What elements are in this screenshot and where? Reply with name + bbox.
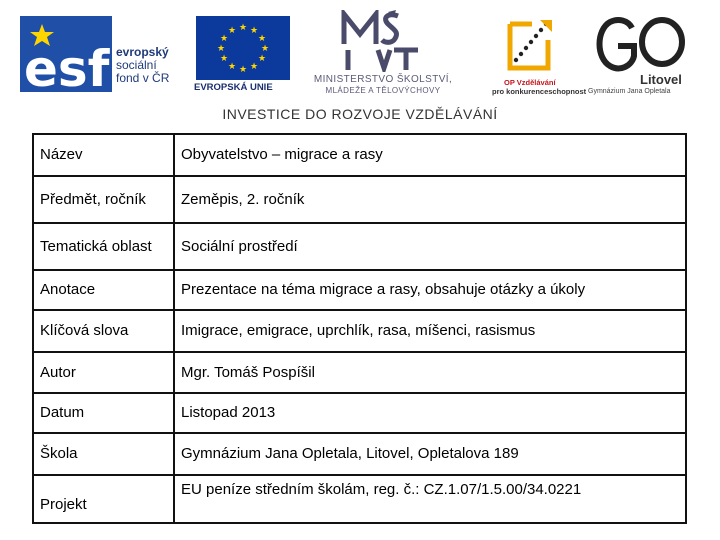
esf-mark-icon (20, 16, 112, 92)
msmt-caption (298, 74, 468, 96)
eu-flag-icon (196, 16, 290, 80)
row-value: Obyvatelstvo – migrace a rasy (174, 134, 686, 176)
svg-text:esf: esf (24, 40, 110, 92)
row-value: Listopad 2013 (174, 393, 686, 433)
eu-caption: EVROPSKÁ UNIE (194, 82, 273, 93)
row-label: Datum (33, 393, 174, 433)
table-row (33, 475, 686, 523)
go-mark-icon (588, 16, 688, 76)
svg-text:★: ★ (227, 26, 237, 36)
gymnasium-logo (588, 16, 700, 102)
table-row (33, 270, 686, 310)
table-row (33, 176, 686, 223)
table-row (33, 223, 686, 270)
svg-text:★: ★ (257, 54, 267, 64)
esf-line2: sociální (116, 58, 157, 72)
table-row (33, 352, 686, 393)
row-value: Mgr. Tomáš Pospíšil (174, 352, 686, 393)
row-label: Klíčová slova (33, 310, 174, 352)
investment-banner: INVESTICE DO ROZVOJE VZDĚLÁVÁNÍ (222, 106, 498, 122)
row-label: Projekt (33, 475, 174, 523)
svg-text:★: ★ (227, 62, 237, 72)
svg-text:★: ★ (260, 44, 270, 54)
row-label: Tematická oblast (33, 223, 174, 270)
table-row (33, 433, 686, 475)
esf-logo (20, 16, 195, 96)
table-row (33, 310, 686, 352)
op-line1: OP Vzdělávání (504, 78, 556, 87)
row-label: Anotace (33, 270, 174, 310)
table-row (33, 393, 686, 433)
row-value: Sociální prostředí (174, 223, 686, 270)
row-value: Zeměpis, 2. ročník (174, 176, 686, 223)
gymnasium-caption: Gymnázium Jana Opletala (588, 88, 671, 95)
msmt-logo (298, 10, 468, 100)
msmt-line1: MINISTERSTVO ŠKOLSTVÍ, (313, 74, 453, 85)
row-value: Imigrace, emigrace, uprchlík, rasa, míšenci, rasismus (174, 310, 686, 352)
table-row (33, 134, 686, 176)
eu-logo (194, 16, 292, 96)
op-mark-icon (502, 16, 556, 76)
row-value: Prezentace na téma migrace a rasy, obsahuje otázky a úkoly (174, 270, 686, 310)
row-label: Předmět, ročník (33, 176, 174, 223)
svg-text:★: ★ (238, 65, 248, 75)
esf-line1: evropský (116, 45, 169, 59)
op-caption (492, 78, 592, 96)
msmt-line2: MLÁDEŽE A TĚLOVÝCHOVY (325, 86, 441, 95)
row-label: Název (33, 134, 174, 176)
metadata-table (32, 133, 687, 524)
svg-text:★: ★ (249, 62, 259, 72)
msmt-mark-icon (338, 10, 424, 72)
logo-banner (0, 0, 720, 128)
row-label: Autor (33, 352, 174, 393)
svg-text:★: ★ (257, 34, 267, 44)
op-logo (492, 14, 587, 100)
svg-text:★: ★ (216, 44, 226, 54)
row-value: EU peníze středním školám, reg. č.: CZ.1.07/1.5.00/34.0221 (174, 475, 686, 523)
row-label: Škola (33, 433, 174, 475)
op-line2: pro konkurenceschopnost (492, 87, 587, 96)
esf-line3: fond v ČR (116, 71, 170, 85)
svg-text:★: ★ (238, 23, 248, 33)
svg-text:★: ★ (219, 54, 229, 64)
svg-text:★: ★ (249, 26, 259, 36)
row-value: Gymnázium Jana Opletala, Litovel, Opletalova 189 (174, 433, 686, 475)
esf-wordmark (116, 46, 169, 85)
svg-text:★: ★ (219, 34, 229, 44)
gymnasium-town: Litovel (640, 72, 682, 87)
